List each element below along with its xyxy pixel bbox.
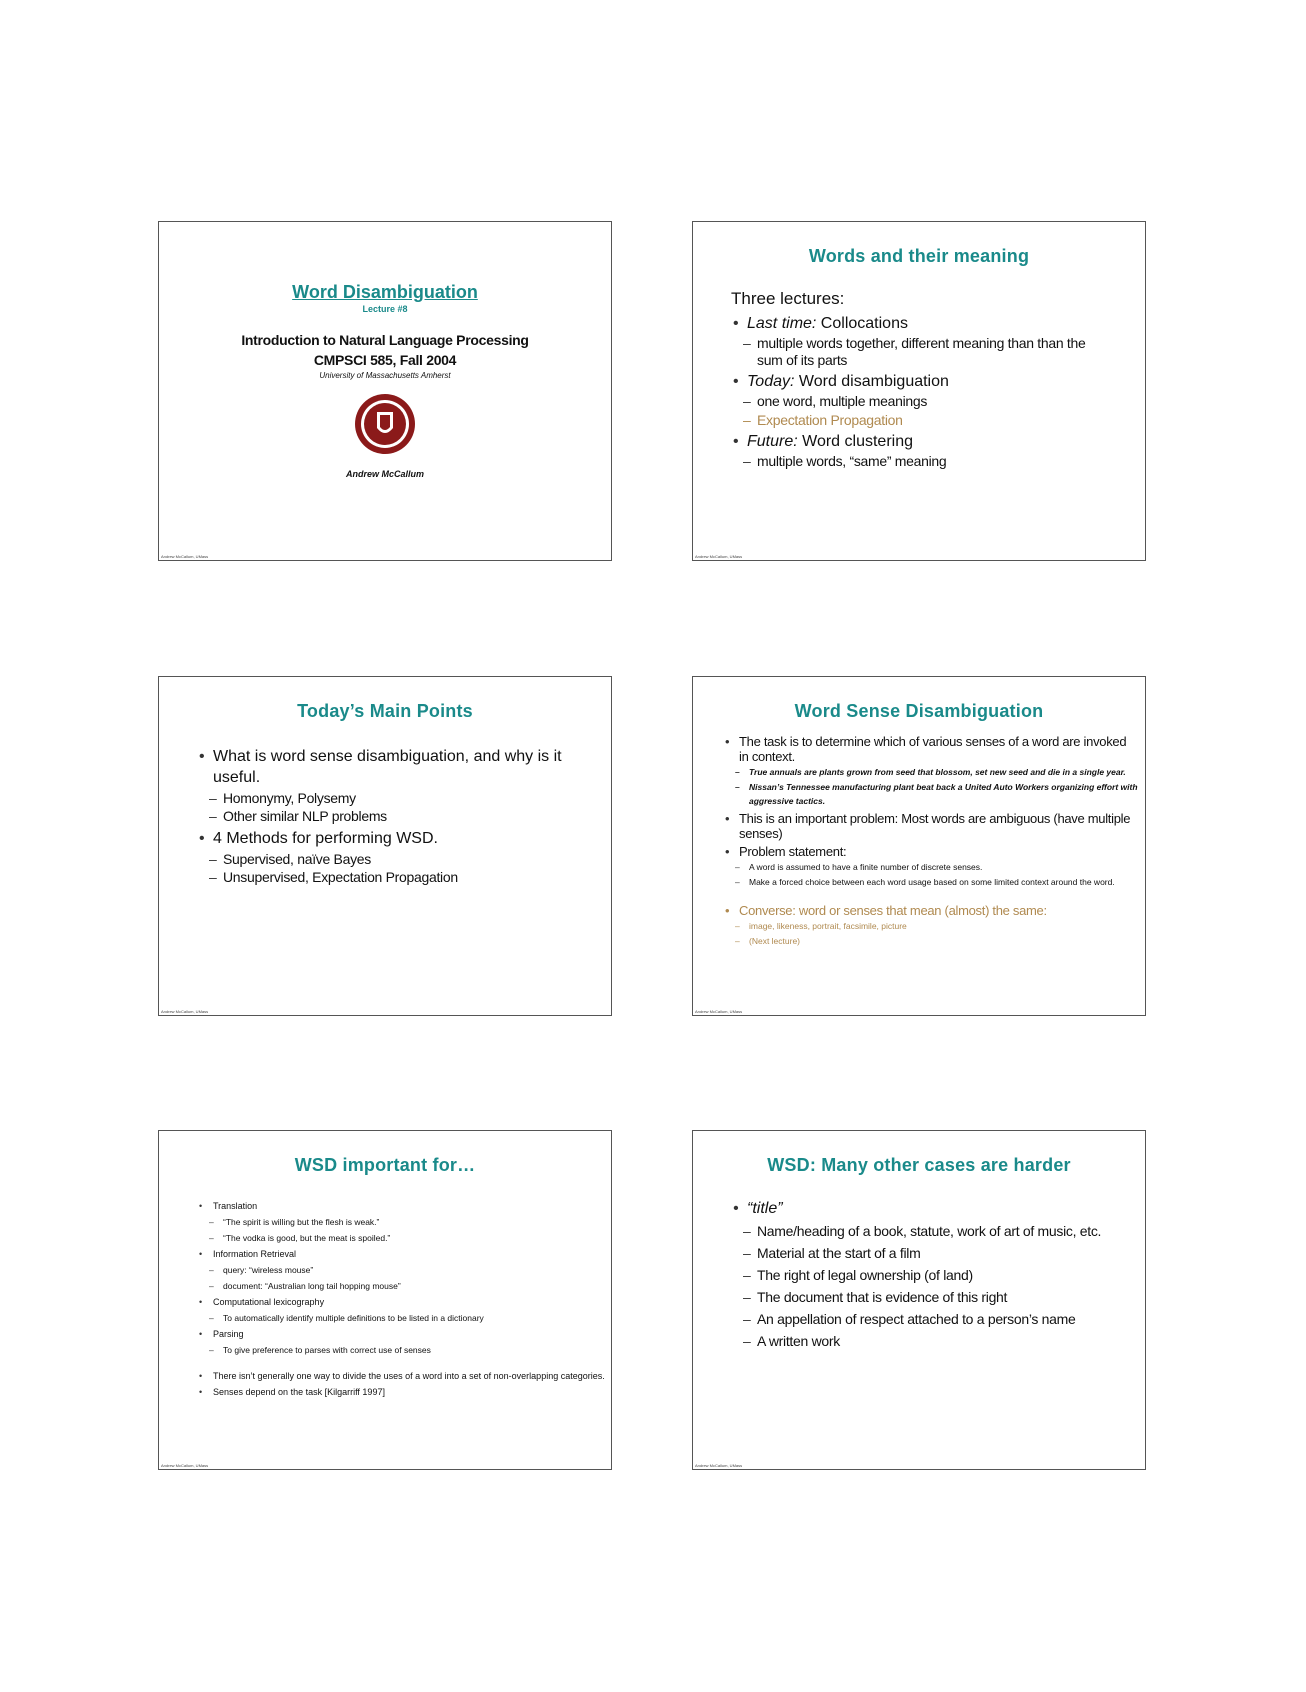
slide-words-meaning: [692, 221, 1146, 561]
sub-bullet-item: – True annuals are plants grown from seed that blossom, set new seed and die in a single year.: [719, 765, 1139, 779]
slide-footer: Andrew McCallum, UMass: [695, 1009, 743, 1014]
sub-bullet-item: – (Next lecture): [719, 934, 1139, 948]
sub-bullet-item: – Nissan’s Tennessee manufacturing plant beat back a United Auto Workers organizing effort with aggressive tactics.: [719, 780, 1139, 808]
bullet-item: • “title”: [727, 1200, 1145, 1218]
sub-bullet-item: – Material at the start of a film: [727, 1244, 1137, 1262]
course-code: CMPSCI 585, Fall 2004: [313, 352, 457, 368]
slide-footer: Andrew McCallum, UMass: [695, 554, 743, 559]
bullet-item: • Computational lexicography: [193, 1294, 612, 1310]
sub-bullet-item: – multiple words, “same” meaning: [727, 453, 1097, 470]
slide-wsd: [692, 676, 1146, 1016]
sub-bullet-item: – image, likeness, portrait, facsimile, picture: [719, 919, 1139, 933]
course-title: Introduction to Natural Language Processing: [241, 332, 529, 348]
bullet-item: • The task is to determine which of various senses of a word are invoked in context.: [719, 734, 1139, 764]
slide-title-heading: Word Disambiguation: [292, 282, 478, 302]
sub-bullet-item: – A word is assumed to have a finite number of discrete senses.: [719, 860, 1139, 874]
sub-bullet-item: – “The spirit is willing but the flesh is weak.”: [193, 1214, 611, 1230]
slide-title: [158, 221, 612, 561]
bullet-item: • Today: Word disambiguation: [727, 373, 1145, 391]
slide-footer: Andrew McCallum, UMass: [695, 1463, 743, 1468]
lead-text: Three lectures:: [731, 289, 845, 308]
bullet-item: • There isn’t generally one way to divide the uses of a word into a set of non-overlapping categories.: [193, 1368, 612, 1384]
sub-bullet-item: – To automatically identify multiple definitions to be listed in a dictionary: [193, 1310, 611, 1326]
bullet-item: • Problem statement:: [719, 844, 1139, 859]
bullet-item: • This is an important problem: Most words are ambiguous (have multiple senses): [719, 811, 1139, 841]
slide-heading: WSD: Many other cases are harder: [767, 1155, 1071, 1175]
sub-bullet-item: – Name/heading of a book, statute, work of art of music, etc.: [727, 1222, 1137, 1240]
sub-bullet-item: – Unsupervised, Expectation Propagation: [193, 869, 611, 885]
slide-footer: Andrew McCallum, UMass: [161, 554, 209, 559]
sub-bullet-item: – Homonymy, Polysemy: [193, 790, 611, 806]
slide-heading: Words and their meaning: [808, 246, 1030, 266]
bullet-item: • Translation: [193, 1198, 612, 1214]
sub-bullet-item: – A written work: [727, 1332, 1137, 1350]
bullet-item: • What is word sense disambiguation, and why is it useful.: [193, 746, 593, 788]
slide-wsd-harder: [692, 1130, 1146, 1470]
sub-bullet-item: – The right of legal ownership (of land): [727, 1266, 1137, 1284]
slide-heading: Word Sense Disambiguation: [794, 701, 1044, 721]
sub-bullet-item: – Expectation Propagation: [727, 412, 1097, 429]
sub-bullet-item: – document: “Australian long tail hopping mouse”: [193, 1278, 611, 1294]
slide-wsd-important: [158, 1130, 612, 1470]
sub-bullet-item: – one word, multiple meanings: [727, 393, 1097, 410]
slide-footer: Andrew McCallum, UMass: [161, 1009, 209, 1014]
sub-bullet-item: – Supervised, naïve Bayes: [193, 851, 611, 867]
sub-bullet-item: – query: “wireless mouse”: [193, 1262, 611, 1278]
bullet-item: • 4 Methods for performing WSD.: [193, 828, 593, 849]
university-name: University of Massachusetts Amherst: [319, 371, 451, 380]
bullet-item: • Converse: word or senses that mean (almost) the same:: [719, 903, 1139, 918]
bullet-item: • Senses depend on the task [Kilgarriff 1997]: [193, 1384, 612, 1400]
sub-bullet-item: – To give preference to parses with correct use of senses: [193, 1342, 611, 1358]
sub-bullet-item: – “The vodka is good, but the meat is spoiled.”: [193, 1230, 611, 1246]
slide-main-points: [158, 676, 612, 1016]
lecture-number: Lecture #8: [362, 304, 408, 314]
bullet-item: • Parsing: [193, 1326, 612, 1342]
slide-footer: Andrew McCallum, UMass: [161, 1463, 209, 1468]
slide-heading: Today’s Main Points: [297, 701, 473, 721]
slide-heading: WSD important for…: [294, 1155, 476, 1175]
bullet-item: • Information Retrieval: [193, 1246, 612, 1262]
sub-bullet-item: – The document that is evidence of this right: [727, 1288, 1137, 1306]
sub-bullet-item: – Make a forced choice between each word usage based on some limited context around the word.: [719, 875, 1139, 889]
university-seal-icon: [353, 392, 417, 456]
author-name: Andrew McCallum: [345, 469, 424, 479]
bullet-item: • Future: Word clustering: [727, 433, 1145, 451]
bullet-item: • Last time: Collocations: [727, 315, 1145, 333]
sub-bullet-item: – Other similar NLP problems: [193, 808, 611, 824]
sub-bullet-item: – An appellation of respect attached to a person’s name: [727, 1310, 1137, 1328]
sub-bullet-item: – multiple words together, different meaning than than the sum of its parts: [727, 335, 1097, 369]
